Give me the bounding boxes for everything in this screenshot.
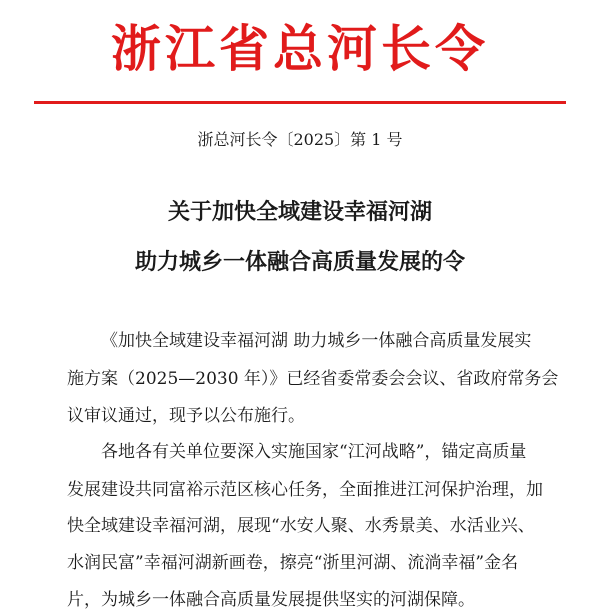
document-title-line-1: 关于加快全域建设幸福河湖 [167, 199, 432, 225]
body-text-line: 议审议通过，现予以公布施行。 [67, 406, 305, 426]
body-text-line: 各地各有关单位要深入实施国家“江河战略”，锚定高质量 [101, 442, 527, 462]
red-divider-line [34, 101, 566, 104]
body-text-line: 发展建设共同富裕示范区核心任务，全面推进江河保护治理，加 [67, 480, 543, 500]
document-title-line-2: 助力城乡一体融合高质量发展的令 [134, 249, 465, 275]
document-number: 浙总河长令〔2025〕第 1 号 [197, 130, 403, 149]
body-text-line: 施方案（2025—2030 年）》已经省委常委会会议、省政府常务会 [67, 369, 559, 389]
body-text-line: 快全域建设幸福河湖，展现“水安人聚、水秀景美、水活业兴、 [67, 516, 535, 536]
body-text-line: 片，为城乡一体融合高质量发展提供坚实的河湖保障。 [67, 590, 475, 610]
issuer-title: 浙江省总河长令 [111, 19, 489, 78]
body-text-line: 《加快全域建设幸福河湖 助力城乡一体融合高质量发展实 [101, 331, 532, 351]
body-text-line: 水润民富”幸福河湖新画卷，擦亮“浙里河湖、流淌幸福”金名 [67, 553, 519, 573]
